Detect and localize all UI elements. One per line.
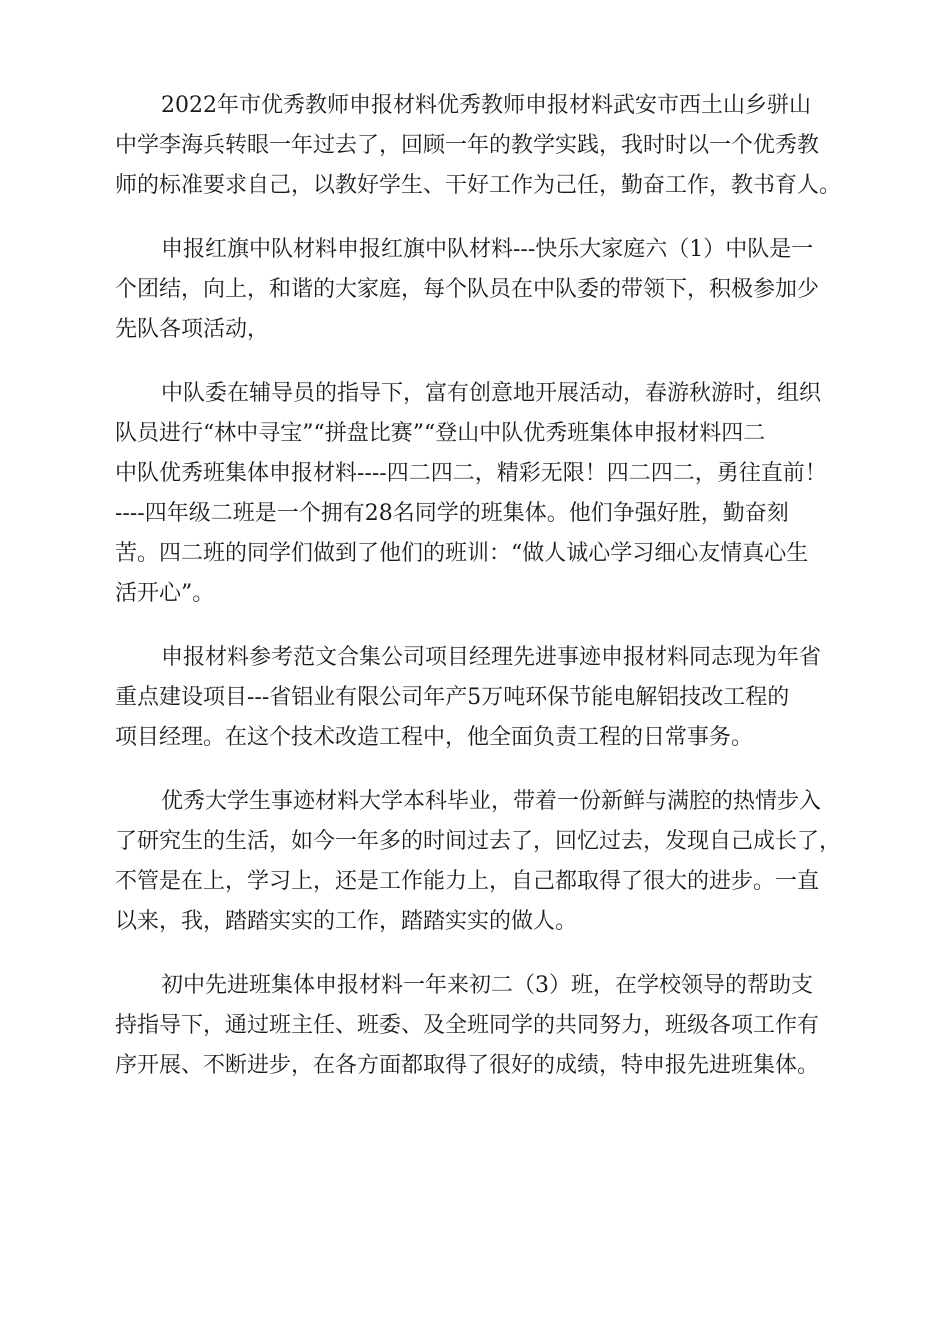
paragraph-advanced-class — [115, 966, 851, 1086]
text-line: 申报材料参考范文合集公司项目经理先进事迹申报材料同志现为年省 — [161, 645, 822, 670]
paragraph-red-flag-squad — [115, 230, 851, 350]
text-line: 了研究生的生活，如今一年多的时间过去了，回忆过去，发现自己成长了， — [115, 829, 842, 854]
text-line: 中队优秀班集体申报材料----四二四二，精彩无限！四二四二，勇往直前！ — [115, 461, 827, 486]
text-line: 队员进行“林中寻宝”“拼盘比赛”“登山中队优秀班集体申报材料四二 — [115, 421, 766, 446]
text-line: 活开心”。 — [115, 581, 215, 606]
paragraph-squad-committee — [115, 374, 851, 614]
text-line: 优秀大学生事迹材料大学本科毕业，带着一份新鲜与满腔的热情步入 — [161, 789, 822, 814]
text-line: 持指导下，通过班主任、班委、及全班同学的共同努力，班级各项工作有 — [115, 1013, 820, 1038]
text-line: 项目经理。在这个技术改造工程中，他全面负责工程的日常事务。 — [115, 725, 754, 750]
paragraph-project-manager — [115, 638, 851, 758]
text-line: 苦。四二班的同学们做到了他们的班训：“做人诚心学习细心友情真心生 — [115, 541, 809, 566]
paragraph-outstanding-teacher — [115, 86, 851, 206]
text-line: 初中先进班集体申报材料一年来初二（3）班，在学校领导的帮助支 — [161, 973, 813, 998]
text-line: 先队各项活动， — [115, 317, 270, 342]
document-body — [115, 86, 851, 1110]
text-line: 中队委在辅导员的指导下，富有创意地开展活动，春游秋游时，组织 — [161, 381, 822, 406]
text-line: ----四年级二班是一个拥有28名同学的班集体。他们争强好胜，勤奋刻 — [115, 501, 789, 526]
paragraph-college-student — [115, 782, 851, 942]
text-line: 以来，我，踏踏实实的工作，踏踏实实的做人。 — [115, 909, 578, 934]
text-line: 不管是在上，学习上，还是工作能力上，自己都取得了很大的进步。一直 — [115, 869, 820, 894]
text-line: 2022年市优秀教师申报材料优秀教师申报材料武安市西土山乡骈山 — [161, 93, 811, 118]
text-line: 师的标准要求自己，以教好学生、干好工作为己任，勤奋工作，教书育人。 — [115, 173, 842, 198]
text-line: 申报红旗中队材料申报红旗中队材料---快乐大家庭六（1）中队是一 — [161, 237, 814, 262]
text-line: 重点建设项目---省铝业有限公司年产5万吨环保节能电解铝技改工程的 — [115, 685, 790, 710]
text-line: 个团结，向上，和谐的大家庭，每个队员在中队委的带领下，积极参加少 — [115, 277, 820, 302]
text-line: 中学李海兵转眼一年过去了，回顾一年的教学实践，我时时以一个优秀教 — [115, 133, 820, 158]
text-line: 序开展、不断进步，在各方面都取得了很好的成绩，特申报先进班集体。 — [115, 1053, 820, 1078]
